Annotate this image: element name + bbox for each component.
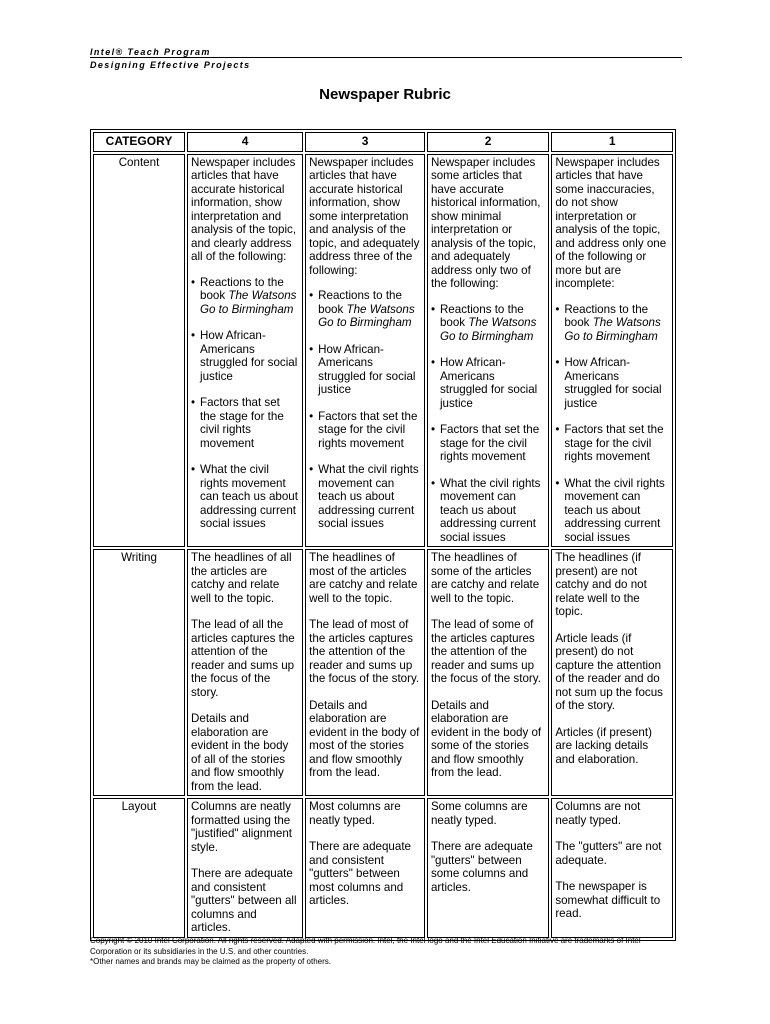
bullet-list <box>431 303 545 545</box>
cell-paragraph: The headlines of all the articles are catchy and relate well to the topic. <box>191 551 292 605</box>
cell-paragraph: The headlines of most of the articles are catchy and relate well to the topic. <box>309 551 418 605</box>
cell-paragraph: The headlines (if present) are not catchy and do not relate well to the topic. <box>555 551 647 618</box>
cell-paragraph: Columns are not neatly typed. <box>555 800 641 827</box>
rubric-table <box>90 129 676 941</box>
category-cell: Layout <box>93 798 185 938</box>
book-title: The Watsons Go to Birmingham <box>564 316 661 343</box>
bullet-item: • How African-Americans struggled for social justice <box>191 329 299 383</box>
cell-paragraph: There are adequate "gutters" between some columns and articles. <box>430 840 533 894</box>
column-header-category: CATEGORY <box>93 132 185 152</box>
column-header-1: 1 <box>551 132 673 152</box>
copyright-notice: Copyright © 2010 Intel Corporation. All rights reserved. Adapted with permission. Intel, the Intel logo and the Intel Education Initiative are trademarks of Intel Corporation or its subsidiaries in the U.S. and other countries. <box>90 936 641 956</box>
cell-paragraph: Some columns are neatly typed. <box>430 800 528 827</box>
page-title: Newspaper Rubric <box>319 86 451 103</box>
rubric-cell <box>551 798 673 938</box>
rubric-cell <box>187 798 303 938</box>
cell-intro: Newspaper includes articles that have accurate historical information, show interpretation and analysis of the topic, and clearly address all of the following: <box>191 155 297 263</box>
cell-intro: Newspaper includes some articles that have accurate historical information, show minimal interpretation or analysis of the topic, and adequately address only two of the following: <box>430 155 541 290</box>
bullet-item: • How African-Americans struggled for social justice <box>431 356 545 410</box>
cell-intro: Newspaper includes articles that have accurate historical information, show some interpretation and analysis of the topic, and adequately address three of the following: <box>309 155 420 277</box>
header-rule <box>90 57 682 58</box>
cell-paragraph: Article leads (if present) do not capture the attention of the reader and do not sum up the focus of the story. <box>555 631 663 712</box>
column-header-2: 2 <box>427 132 549 152</box>
rubric-cell <box>187 154 303 548</box>
footer <box>90 936 670 968</box>
cell-paragraph: The newspaper is somewhat difficult to read. <box>555 880 661 920</box>
book-title: The Watsons Go to Birmingham <box>439 316 537 343</box>
bullet-item: • What the civil rights movement can teach us about addressing current social issues <box>191 463 299 531</box>
bullet-item: • Reactions to the book The Watsons Go to Birmingham <box>555 303 669 344</box>
bullet-item: • Factors that set the stage for the civil rights movement <box>555 423 669 464</box>
bullet-item: • Factors that set the stage for the civil rights movement <box>191 396 299 450</box>
cell-paragraph: The lead of some of the articles captures the attention of the reader and sums up the focus of the story. <box>430 618 541 685</box>
rubric-cell <box>427 549 549 796</box>
column-header-4: 4 <box>187 132 303 152</box>
bullet-item: • What the civil rights movement can teach us about addressing current social issues <box>555 477 669 545</box>
cell-paragraph: Details and elaboration are evident in the body of most of the stories and flow smoothly from the lead. <box>309 698 420 779</box>
cell-paragraph: The "gutters" are not adequate. <box>555 840 662 867</box>
table-row-writing <box>93 549 673 796</box>
bullet-item: • How African-Americans struggled for social justice <box>555 356 669 410</box>
bullet-item: • Reactions to the book The Watsons Go to Birmingham <box>191 276 299 317</box>
bullet-item: • Reactions to the book The Watsons Go to Birmingham <box>309 289 421 330</box>
cell-paragraph: The lead of all the articles captures the attention of the reader and sums up the focus of the story. <box>191 618 295 699</box>
bullet-item: • What the civil rights movement can teach us about addressing current social issues <box>431 477 545 545</box>
rubric-cell <box>305 154 425 548</box>
bullet-list <box>555 303 669 545</box>
book-title: The Watsons Go to Birmingham <box>318 302 415 329</box>
bullet-item: • What the civil rights movement can teach us about addressing current social issues <box>309 463 421 531</box>
cell-paragraph: The headlines of some of the articles are catchy and relate well to the topic. <box>430 551 540 605</box>
category-cell: Content <box>93 154 185 548</box>
cell-paragraph: Articles (if present) are lacking details and elaboration. <box>555 725 652 766</box>
rubric-cell <box>551 549 673 796</box>
rubric-cell <box>187 549 303 796</box>
column-header-3: 3 <box>305 132 425 152</box>
program-subtitle: Designing Effective Projects <box>90 60 251 70</box>
table-row-content <box>93 154 673 548</box>
book-title: The Watsons Go to Birmingham <box>200 289 297 316</box>
rubric-cell <box>551 154 673 548</box>
cell-paragraph: Most columns are neatly typed. <box>309 800 401 827</box>
bullet-item: • Reactions to the book The Watsons Go to Birmingham <box>431 303 545 344</box>
bullet-item: • How African-Americans struggled for social justice <box>309 343 421 397</box>
rubric-cell <box>427 798 549 938</box>
rubric-cell <box>427 154 549 548</box>
cell-intro: Newspaper includes articles that have some inaccuracies, do not show interpretation or analysis of the topic, and address only one of the following or more but are incomplete: <box>555 155 667 290</box>
bullet-item: • Factors that set the stage for the civil rights movement <box>431 423 545 464</box>
cell-paragraph: Details and elaboration are evident in the body of some of the stories and flow smoothly from the lead. <box>430 698 542 779</box>
header-row <box>93 132 673 152</box>
cell-paragraph: Columns are neatly formatted using the "justified" alignment style. <box>191 800 293 854</box>
category-cell: Writing <box>93 549 185 796</box>
cell-paragraph: There are adequate and consistent "gutters" between most columns and articles. <box>309 840 411 907</box>
bullet-list <box>309 289 421 531</box>
cell-paragraph: There are adequate and consistent "gutters" between all columns and articles. <box>191 867 297 934</box>
cell-paragraph: The lead of most of the articles captures the attention of the reader and sums up the focus of the story. <box>309 618 420 685</box>
program-name: Intel® Teach Program <box>90 47 211 57</box>
cell-paragraph: Details and elaboration are evident in the body of all of the stories and flow smoothly from the lead. <box>191 712 289 793</box>
bullet-list <box>191 276 299 531</box>
table-row-layout <box>93 798 673 938</box>
rubric-cell <box>305 798 425 938</box>
trademark-notice: *Other names and brands may be claimed as the property of others. <box>90 957 332 966</box>
bullet-item: • Factors that set the stage for the civil rights movement <box>309 410 421 451</box>
document-header <box>90 46 251 72</box>
rubric-cell <box>305 549 425 796</box>
